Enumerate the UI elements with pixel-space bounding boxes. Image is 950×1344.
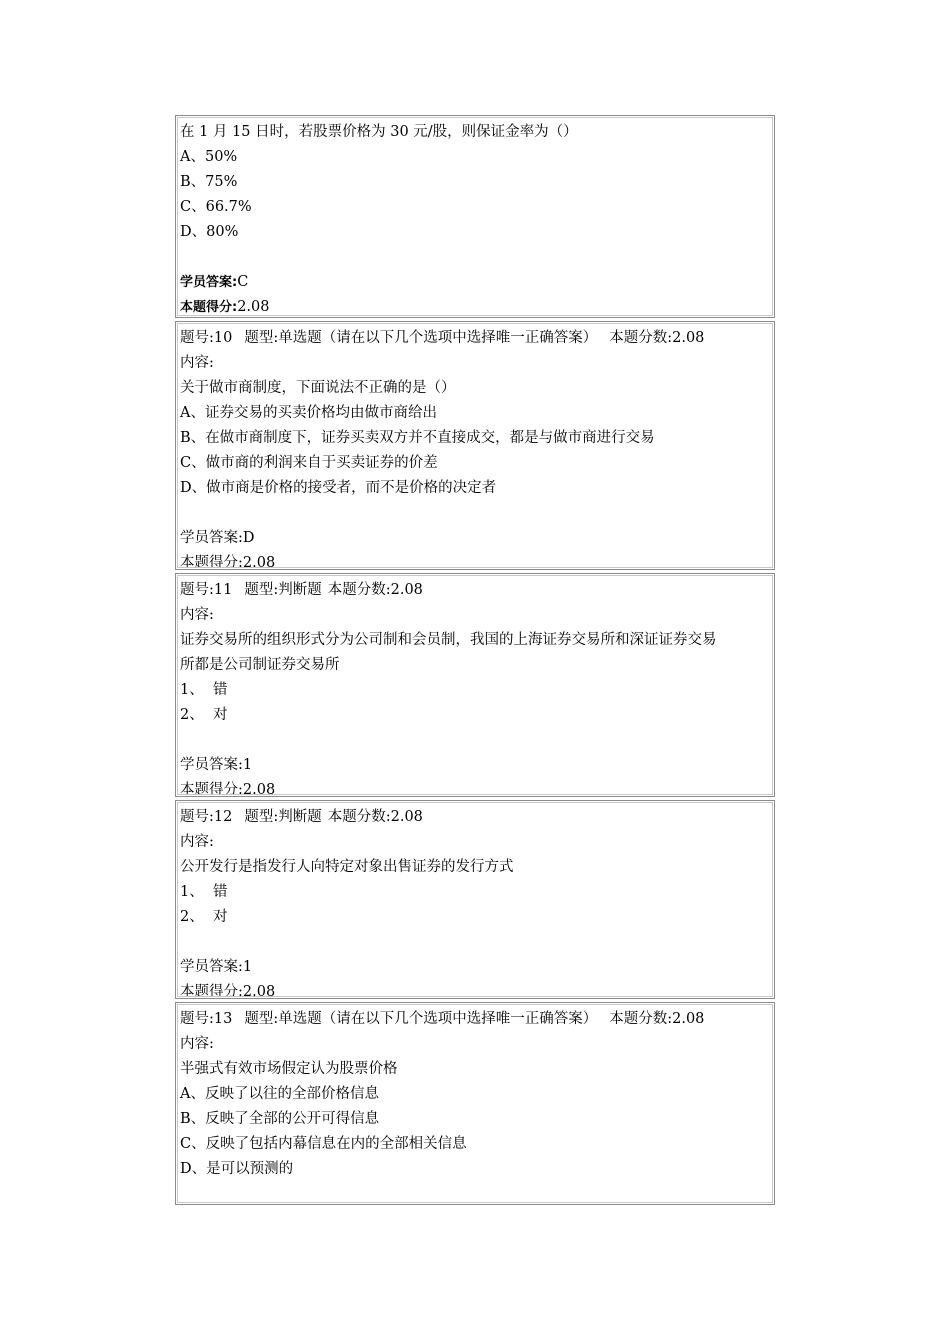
type-label: 题型: — [244, 582, 279, 598]
option-a: A、反映了以往的全部价格信息 — [180, 1086, 379, 1102]
question-number: 10 — [213, 330, 233, 346]
answer-value: D — [242, 530, 255, 546]
question-number: 13 — [213, 1011, 233, 1027]
question-stem: 半强式有效市场假定认为股票价格 — [180, 1061, 398, 1077]
option-1: 1、 错 — [180, 884, 228, 900]
points-label: 本题分数: — [327, 809, 391, 825]
question-stem: 在 1 月 15 日时，若股票价格为 30 元/股，则保证金率为（） — [180, 124, 578, 140]
option-d: D、是可以预测的 — [180, 1161, 294, 1177]
student-answer — [180, 526, 774, 551]
number-label: 题号: — [180, 582, 214, 598]
option-1: 1、 错 — [180, 682, 228, 698]
exam-sheet — [175, 115, 775, 1208]
question-type: 单选题（请在以下几个选项中选择唯一正确答案） — [278, 330, 598, 346]
student-answer — [180, 955, 774, 980]
content-label: 内容: — [180, 607, 214, 623]
question-block-13 — [175, 1002, 775, 1205]
question-header — [180, 805, 774, 830]
option-c: C、反映了包括内幕信息在内的全部相关信息 — [180, 1136, 467, 1152]
question-stem-line-1: 证券交易所的组织形式分为公司制和会员制，我国的上海证券交易所和深证证券交易 — [180, 632, 717, 648]
option-b: B、在做市商制度下，证券买卖双方并不直接成交，都是与做市商进行交易 — [180, 430, 655, 446]
score-value: 2.08 — [242, 782, 276, 798]
answer-label: 学员答案: — [180, 757, 243, 773]
question-points: 2.08 — [672, 1011, 705, 1027]
question-block-12 — [175, 800, 775, 999]
question-number: 11 — [213, 582, 233, 598]
option-c: C、66.7% — [180, 199, 252, 215]
type-label: 题型: — [244, 809, 279, 825]
question-stem: 公开发行是指发行人向特定对象出售证券的发行方式 — [180, 859, 514, 875]
option-a: A、证券交易的买卖价格均由做市商给出 — [180, 405, 437, 421]
student-answer — [180, 753, 774, 778]
score-label: 本题得分: — [180, 300, 238, 315]
question-number: 12 — [213, 809, 233, 825]
content-label: 内容: — [180, 1036, 214, 1052]
number-label: 题号: — [180, 809, 214, 825]
points-label: 本题分数: — [327, 582, 391, 598]
question-block-9 — [175, 115, 775, 318]
option-c: C、做市商的利润来自于买卖证券的价差 — [180, 455, 438, 471]
content-label: 内容: — [180, 834, 214, 850]
number-label: 题号: — [180, 1011, 214, 1027]
option-d: D、80% — [180, 224, 239, 240]
points-label: 本题分数: — [609, 1011, 673, 1027]
student-answer — [180, 270, 774, 295]
answer-value: C — [237, 274, 249, 290]
score-value: 2.08 — [242, 555, 276, 571]
content-label: 内容: — [180, 355, 214, 371]
question-type: 判断题 — [278, 582, 322, 598]
question-type: 判断题 — [278, 809, 322, 825]
question-points: 2.08 — [390, 582, 423, 598]
question-header — [180, 326, 774, 351]
spacer — [180, 501, 774, 526]
question-stem: 关于做市商制度，下面说法不正确的是（） — [180, 380, 456, 396]
question-stem-line-2: 所都是公司制证券交易所 — [180, 657, 340, 673]
option-2: 2、 对 — [180, 909, 228, 925]
score-value: 2.08 — [237, 299, 270, 315]
answer-value: 1 — [242, 959, 253, 975]
option-b: B、75% — [180, 174, 238, 190]
type-label: 题型: — [244, 330, 279, 346]
option-2: 2、 对 — [180, 707, 228, 723]
spacer — [180, 245, 774, 270]
answer-label: 学员答案: — [180, 530, 243, 546]
spacer — [180, 728, 774, 753]
question-points: 2.08 — [672, 330, 705, 346]
type-label: 题型: — [244, 1011, 279, 1027]
question-block-10 — [175, 321, 775, 570]
points-label: 本题分数: — [609, 330, 673, 346]
score-value: 2.08 — [242, 984, 276, 1000]
question-type: 单选题（请在以下几个选项中选择唯一正确答案） — [278, 1011, 598, 1027]
question-header — [180, 578, 774, 603]
option-a: A、50% — [180, 149, 238, 165]
spacer — [180, 930, 774, 955]
question-points: 2.08 — [390, 809, 423, 825]
question-block-11 — [175, 573, 775, 797]
question-score — [180, 295, 774, 320]
answer-label: 学员答案: — [180, 275, 238, 290]
answer-label: 学员答案: — [180, 959, 243, 975]
score-label: 本题得分: — [180, 782, 243, 798]
score-label: 本题得分: — [180, 555, 243, 571]
answer-value: 1 — [242, 757, 253, 773]
score-label: 本题得分: — [180, 984, 243, 1000]
question-header — [180, 1007, 774, 1032]
option-b: B、反映了全部的公开可得信息 — [180, 1111, 380, 1127]
option-d: D、做市商是价格的接受者，而不是价格的决定者 — [180, 480, 497, 496]
number-label: 题号: — [180, 330, 214, 346]
